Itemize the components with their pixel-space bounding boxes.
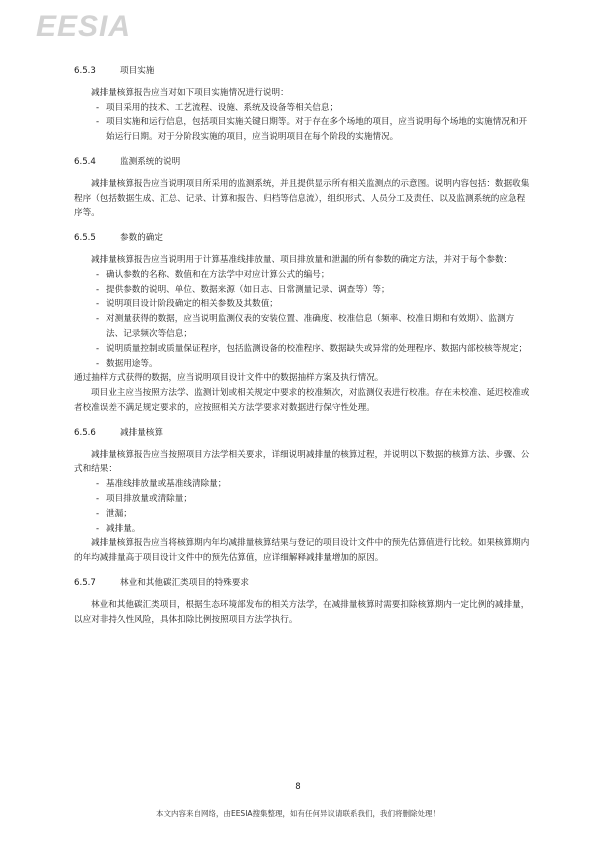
list-item: - 减排量。 [96,523,141,534]
section-title: 项目实施 [120,66,155,76]
page-number: 8 [295,782,301,792]
list-item-text: 项目实施和运行信息，包括项目实施关键日期等。对于存在多个场地的项目，应当说明每个场地的实施情况和开始运行日期。对于分阶段实施的项目，应当说明项目在每个阶段的实施情况。 [106,117,528,143]
list-item: - 说明质量控制或质量保证程序，包括监测设备的校准程序、数据缺失或异常的处理程序、数据内部校核等规定； [96,343,528,354]
section-title: 林业和其他碳汇类项目的特殊要求 [120,577,249,588]
bullet-list [74,101,530,145]
list-item: - 项目采用的技术、工艺流程、设施、系统及设备等相关信息； [96,102,339,113]
list-item-text: 说明项目设计阶段确定的相关参数及其数值； [106,299,278,310]
list-item: - 基准线排放量或基准线清除量； [96,479,227,490]
list-item-text: 说明质量控制或质量保证程序，包括监测设备的校准程序、数据缺失或异常的处理程序、数据内部校核等规定； [106,343,528,354]
list-item: - 提供参数的说明、单位、数据来源（如日志、日常测量记录、调查等）等； [96,284,390,295]
section-title: 监测系统的说明 [120,156,181,167]
section-heading-6-5-7 [74,576,530,591]
section-paragraph: 项目业主应当按照方法学、监测计划或相关规定中要求的校准频次，对监测仪表进行校准。存在未校准、延迟校准或者校准误差不满足规定要求的，应按照相关方法学要求对数据进行保守性处理。 [74,388,530,413]
list-item-text: 数据用途等。 [106,358,158,369]
list-item-text: 项目排放量或清除量； [106,493,192,504]
list-item-text: 项目采用的技术、工艺流程、设施、系统及设备等相关信息； [106,102,339,113]
section-number: 6.5.4 [74,156,96,167]
list-item: - 项目实施和运行信息，包括项目实施关键日期等。对于存在多个场地的项目，应当说明每个场地的实施情况和开始运行日期。对于分阶段实施的项目，应当说明项目在每个阶段的实施情况。 [96,117,528,143]
section-heading-6-5-3 [74,64,530,79]
section-heading-6-5-5 [74,231,530,246]
list-item: - 说明项目设计阶段确定的相关参数及其数值； [96,299,278,310]
section-intro: 林业和其他碳汇类项目，根据生态环境部发布的相关方法学，在减排量核算时需要扣除核算期内一定比例的减排量，以应对非持久性风险，具体扣除比例按照项目方法学执行。 [74,599,530,625]
section-number: 6.5.5 [74,233,96,244]
section-number: 6.5.7 [74,577,96,588]
list-item-text: 对测量获得的数据，应当说明监测仪表的安装位置、准确度、校准信息（频率、校准日期和有效期）、监测方法、记录频次等信息； [106,314,515,339]
section-title: 减排量核算 [120,427,163,438]
section-paragraph: 减排量核算报告应当将核算期内年均减排量核算结果与登记的项目设计文件中的预先估算值进行比较。如果核算期内的年均减排量高于项目设计文件中的预先估算值，应详细解释减排量增加的原因。 [74,538,530,564]
section-heading-6-5-6 [74,426,530,441]
document-body [74,64,530,627]
section-title: 参数的确定 [120,233,163,244]
list-item: - 确认参数的名称、数值和在方法学中对应计算公式的编号； [96,269,330,280]
section-intro: 减排量核算报告应当按照项目方法学相关要求，详细说明减排量的核算过程，并说明以下数据的核算方法、步骤、公式和结果： [74,449,530,475]
section-heading-6-5-4 [74,155,530,170]
section-intro: 减排量核算报告应当对如下项目实施情况进行说明： [91,87,289,98]
list-item: - 项目排放量或清除量； [96,493,192,504]
list-item: - 泄漏； [96,508,132,519]
footer-disclaimer: 本文内容来自网络，由EESIA搜集整理，如有任何异议请联系我们，我们将删除处理！ [155,809,441,818]
section-intro: 减排量核算报告应当说明用于计算基准线排放量、项目排放量和泄漏的所有参数的确定方法，并对于每个参数： [91,254,513,265]
list-item-text: 提供参数的说明、单位、数据来源（如日志、日常测量记录、调查等）等； [106,284,390,295]
section-number: 6.5.3 [74,66,96,76]
bullet-list [74,268,530,372]
eesia-logo: EESIA [36,10,132,43]
section-intro: 减排量核算报告应当说明项目所采用的监测系统，并且提供显示所有相关监测点的示意图。说明内容包括：数据收集程序（包括数据生成、汇总、记录、计算和报告、归档等信息流），组织形式、人员分工及责任、以及监测系统的应急程序等。 [74,178,530,219]
section-number: 6.5.6 [74,427,96,438]
bullet-list [74,477,530,536]
list-item: - 数据用途等。 [96,358,158,369]
section-paragraph: 通过抽样方式获得的数据，应当说明项目设计文件中的数据抽样方案及执行情况。 [74,373,384,384]
list-item-text: 泄漏； [106,508,132,519]
list-item-text: 确认参数的名称、数值和在方法学中对应计算公式的编号； [106,269,330,280]
list-item-text: 基准线排放量或基准线清除量； [106,479,227,490]
list-item-text: 减排量。 [106,523,141,534]
list-item: - 对测量获得的数据，应当说明监测仪表的安装位置、准确度、校准信息（频率、校准日期和有效期）、监测方法、记录频次等信息； [96,314,515,339]
